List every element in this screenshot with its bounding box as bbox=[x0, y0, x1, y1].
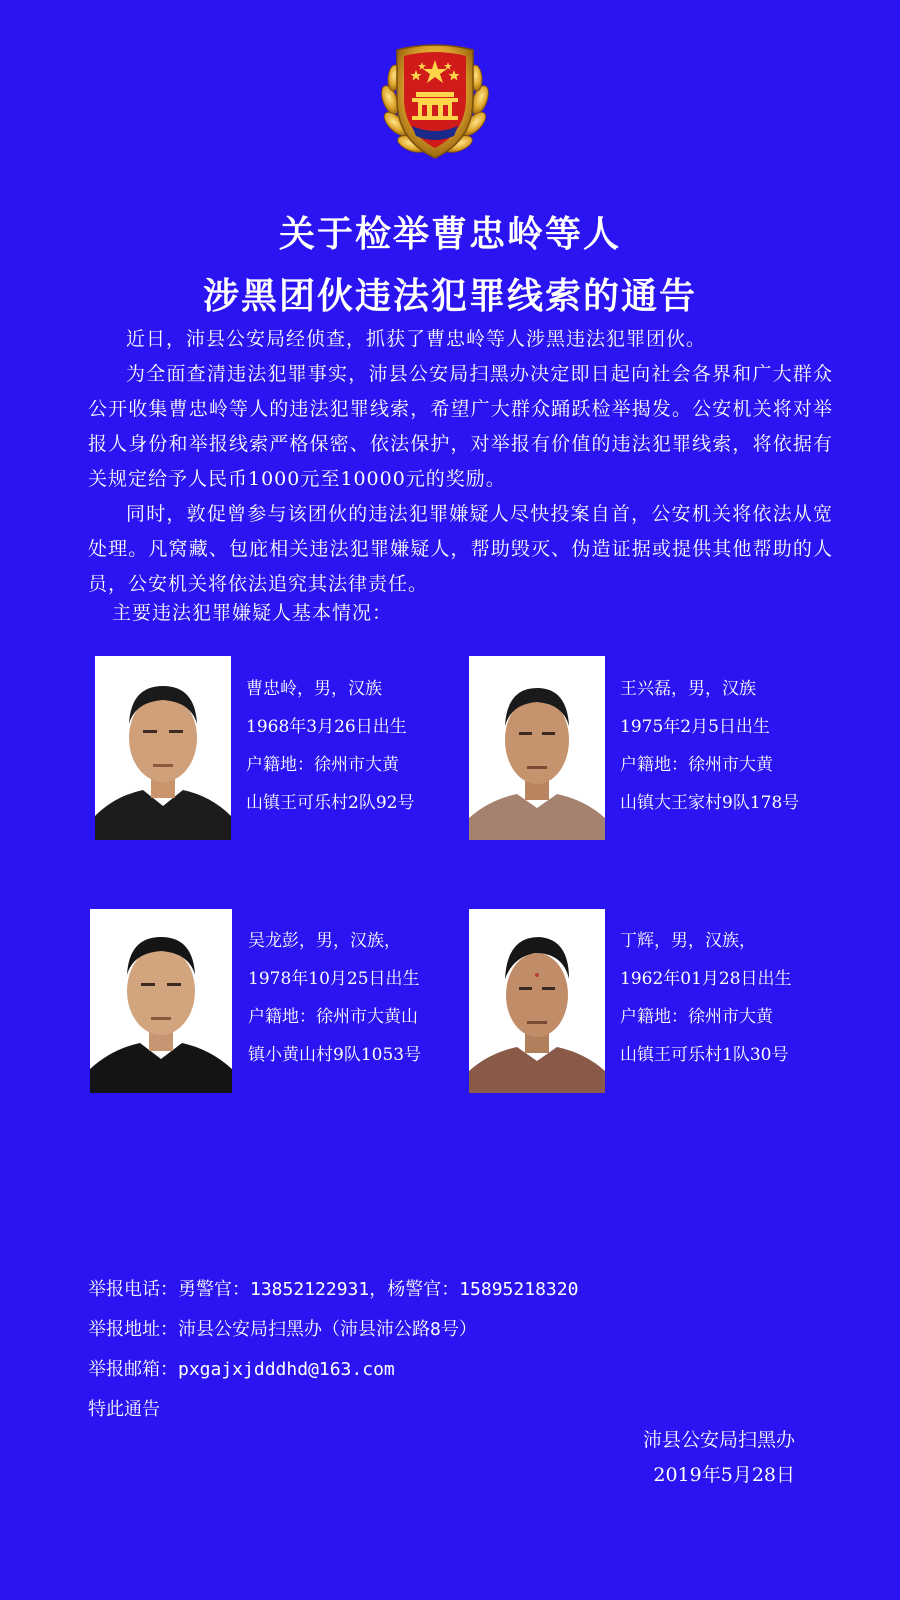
notice-title-line1: 关于检举曹忠岭等人 bbox=[278, 214, 621, 255]
suspect-info bbox=[248, 922, 421, 1074]
suspect-residence-line: 户籍地：徐州市大黄 bbox=[246, 755, 399, 775]
signoff bbox=[643, 1423, 795, 1493]
contact-block bbox=[88, 1270, 578, 1430]
suspect-photo bbox=[469, 909, 605, 1093]
paragraph: 同时，敦促曾参与该团伙的违法犯罪嫌疑人尽快投案自首，公安机关将依法从宽处理。凡窝藏、包庇相关违法犯罪嫌疑人，帮助毁灭、伪造证据或提供其他帮助的人员，公安机关将依法追究其法律责任。 bbox=[88, 503, 833, 595]
suspect-birth-line: 1962年01月28日出生 bbox=[620, 969, 792, 989]
notice-title-line2: 涉黑团伙违法犯罪线索的通告 bbox=[202, 276, 697, 317]
notice-body bbox=[88, 322, 833, 602]
suspect-info bbox=[620, 670, 799, 822]
suspect-info bbox=[620, 922, 792, 1074]
suspect-photo bbox=[95, 656, 231, 840]
suspect-residence-line: 山镇王可乐村2队92号 bbox=[246, 793, 415, 813]
suspect-photo bbox=[90, 909, 232, 1093]
report-phone: 举报电话：勇警官：13852122931，杨警官：15895218320 bbox=[88, 1279, 579, 1300]
suspect-residence-line: 镇小黄山村9队1053号 bbox=[248, 1045, 422, 1065]
suspect-birth-line: 1978年10月25日出生 bbox=[248, 969, 420, 989]
paragraph: 近日，沛县公安局经侦查，抓获了曹忠岭等人涉黑违法犯罪团伙。 bbox=[126, 328, 707, 350]
signoff-org: 沛县公安局扫黑办 bbox=[642, 1429, 795, 1451]
suspect-birth-line: 1975年2月5日出生 bbox=[620, 717, 770, 737]
suspect-residence-line: 山镇王可乐村1队30号 bbox=[620, 1045, 789, 1065]
suspect-name-line: 曹忠岭，男，汉族 bbox=[246, 679, 382, 699]
closing-text: 特此通告 bbox=[88, 1399, 160, 1420]
police-emblem-icon bbox=[372, 40, 498, 172]
suspects-heading: 主要违法犯罪嫌疑人基本情况： bbox=[112, 602, 393, 624]
suspect-residence-line: 山镇大王家村9队178号 bbox=[620, 793, 800, 813]
paragraph: 为全面查清违法犯罪事实，沛县公安局扫黑办决定即日起向社会各界和广大群众公开收集曹忠岭等人的违法犯罪线索，希望广大群众踊跃检举揭发。公安机关将对举报人身份和举报线索严格保密、依法保护，对举报有价值的违法犯罪线索，将依据有关规定给予人民币1000元至10000元的奖励。 bbox=[88, 363, 833, 490]
suspect-name-line: 丁辉，男，汉族， bbox=[620, 931, 756, 951]
suspect-name-line: 王兴磊，男，汉族 bbox=[620, 679, 756, 699]
suspect-name-line: 吴龙彭，男，汉族， bbox=[248, 931, 401, 951]
report-email: 举报邮箱：pxgajxjdddhd@163.com bbox=[88, 1359, 395, 1380]
report-address: 举报地址：沛县公安局扫黑办（沛县沛公路8号） bbox=[88, 1319, 477, 1340]
suspect-birth-line: 1968年3月26日出生 bbox=[246, 717, 407, 737]
suspect-residence-line: 户籍地：徐州市大黄山 bbox=[248, 1007, 418, 1027]
signoff-date: 2019年5月28日 bbox=[653, 1464, 795, 1486]
suspect-residence-line: 户籍地：徐州市大黄 bbox=[620, 755, 773, 775]
suspect-info bbox=[246, 670, 414, 822]
suspect-photo bbox=[469, 656, 605, 840]
suspect-residence-line: 户籍地：徐州市大黄 bbox=[620, 1007, 773, 1027]
